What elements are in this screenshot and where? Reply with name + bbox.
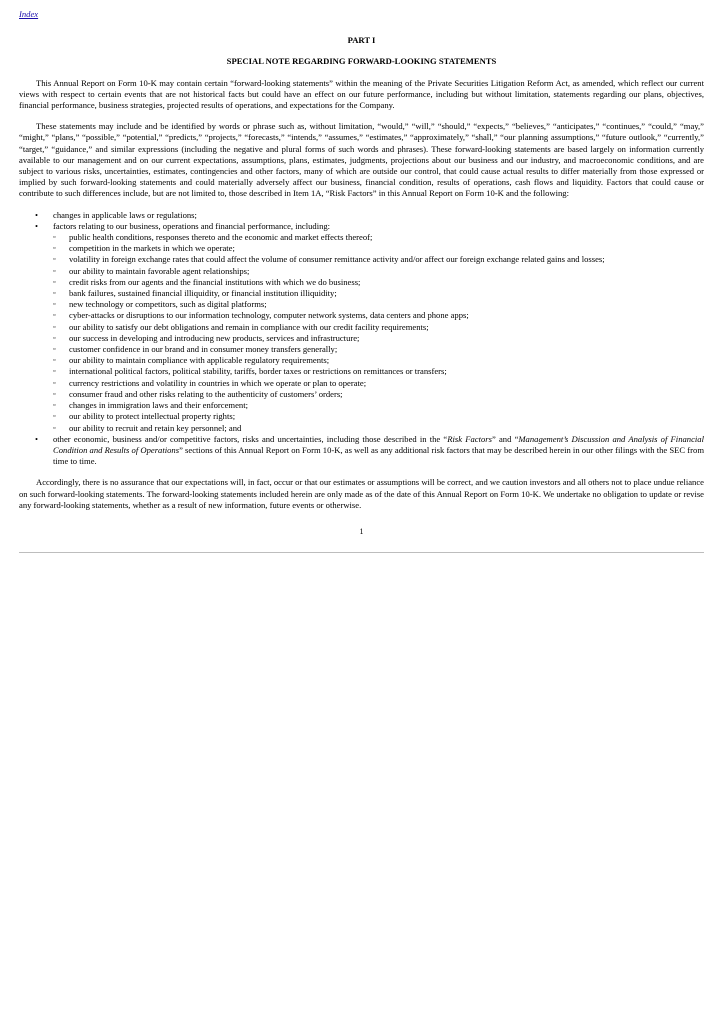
sub-list-item: ▫ new technology or competitors, such as digital platforms; [53, 299, 704, 310]
sub-list-item: ▫ our ability to recruit and retain key personnel; and [53, 423, 704, 434]
sub-list-item: ▫ volatility in foreign exchange rates that could affect the volume of consumer remittance activity and/or affect our foreign exchange related gains and losses; [53, 254, 704, 265]
item3-text-mid: ” and “ [491, 433, 519, 444]
list-item [19, 221, 704, 434]
item3-text-end: ” sections of this Annual Report on Form 10-K, as well as any additional risk factors that may be described herein in our other filings with the SEC from time to time. [53, 444, 704, 467]
sub-list-item: ▫ public health conditions, responses thereto and the economic and market effects thereof; [53, 232, 704, 243]
sub-list-item: ▫ our success in developing and introducing new products, services and infrastructure; [53, 333, 704, 344]
document-page [19, 9, 704, 536]
index-link[interactable]: Index [19, 9, 39, 19]
page-number: 1 [359, 527, 364, 536]
part-heading: PART I [347, 35, 376, 46]
sub-factor-list [53, 232, 704, 434]
list-item [19, 434, 704, 468]
intro-paragraph: This Annual Report on Form 10-K may contain certain “forward-looking statements” within the meaning of the Private Securities Litigation Reform Act, as amended, which reflect our current views with respect to certain events that are not historical facts but could have an effect on our future performance, including but without limitation, statements regarding our plans, objectives, financial performance, business strategies, projected results of operations, and expectations for the Company. [19, 77, 704, 111]
sub-list-item: ▫ changes in immigration laws and their enforcement; [53, 400, 704, 411]
identification-paragraph: These statements may include and be identified by words or phrase such as, without limitation, “would,” “will,” “should,” “expects,” “believes,” “anticipates,” “continues,” “could,” “may,” “might,” “plans,” “possible,” “potential,” “predicts,” “projects,” “forecasts,” “intends,” “assumes,” “estimates,” “approximately,” “shall,” “our planning assumptions,” “future outlook,” “currently,” “target,” “guidance,” and similar expressions (including the negative and plural forms of such words and phrases). These forward-looking statements are based largely on information currently available to our management and on our current expectations, assumptions, plans, estimates, judgments, projections about our business and our industry, and macroeconomic conditions, and are subject to various risks, uncertainties, estimates, contingencies and other factors, many of which are outside our control, that could cause actual results to differ materially from those expressed or implied by such forward-looking statements and could materially adversely affect our business, financial condition, results of operations, cash flows and liquidity. Factors that could cause or contribute to such differences include, but are not limited to, those described in Item 1A, “Risk Factors” in this Annual Report on Form 10-K and the following: [19, 121, 704, 199]
sub-list-item: ▫ international political factors, political stability, tariffs, border taxes or restrictions on remittances or transfers; [53, 366, 704, 377]
sub-list-item: ▫ our ability to maintain compliance with applicable regulatory requirements; [53, 355, 704, 366]
sub-list-item: ▫ customer confidence in our brand and in consumer money transfers generally; [53, 344, 704, 355]
closing-paragraph: Accordingly, there is no assurance that our expectations will, in fact, occur or that our estimates or assumptions will be correct, and we caution investors and all others not to place undue reliance on such forward-looking statements. The forward-looking statements included herein are only made as of the date of this Annual Report on Form 10-K. We undertake no obligation to update or revise any forward-looking statements, whether as a result of new information, future events or otherwise. [19, 477, 704, 510]
list-item: • changes in applicable laws or regulations; [19, 210, 704, 221]
factor-list [19, 210, 704, 468]
mdna-reference: Management’s Discussion and Analysis of Financial Condition and Results of Operations [53, 433, 704, 455]
sub-list-item: ▫ cyber-attacks or disruptions to our information technology, computer network systems, data centers and phone apps; [53, 310, 704, 321]
sub-list-item: ▫ currency restrictions and volatility in countries in which we operate or plan to operate; [53, 378, 704, 389]
section-heading: SPECIAL NOTE REGARDING FORWARD-LOOKING STATEMENTS [226, 56, 497, 67]
page-divider [19, 552, 704, 553]
sub-list-item: ▫ competition in the markets in which we operate; [53, 243, 704, 254]
sub-list-item: ▫ consumer fraud and other risks relating to the authenticity of customers’ orders; [53, 389, 704, 400]
sub-list-item: ▫ bank failures, sustained financial illiquidity, or financial institution illiquidity; [53, 288, 704, 299]
risk-factors-reference: Risk Factors [447, 433, 492, 444]
sub-list-item: ▫ our ability to maintain favorable agent relationships; [53, 266, 704, 277]
sub-list-item: ▫ our ability to protect intellectual property rights; [53, 411, 704, 422]
sub-list-item: ▫ our ability to satisfy our debt obligations and remain in compliance with our credit facility requirements; [53, 322, 704, 333]
item3-text-start: other economic, business and/or competitive factors, risks and uncertainties, including those described in the “ [53, 433, 448, 444]
sub-list-item: ▫ credit risks from our agents and the financial institutions with which we do business; [53, 277, 704, 288]
list-item-label: factors relating to our business, operations and financial performance, including: [53, 220, 331, 231]
